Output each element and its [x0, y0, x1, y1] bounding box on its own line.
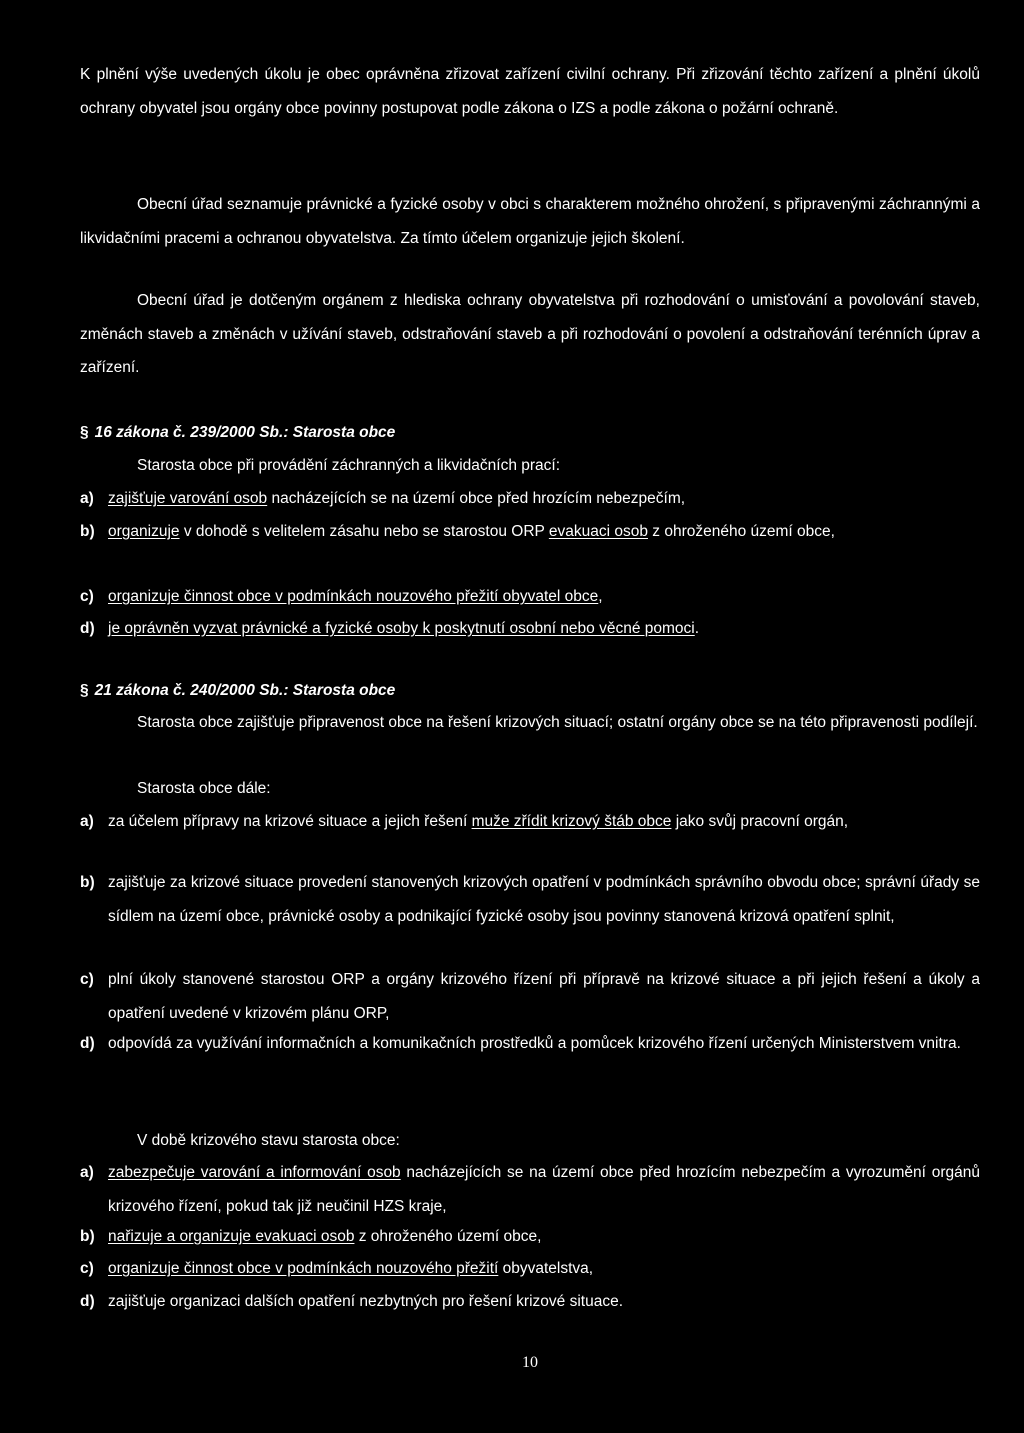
paragraph-office-informs: Obecní úřad seznamuje právnické a fyzické osoby v obci s charakterem možného ohrožení, s připravenými záchrannými a likvidačními pracemi a ochranou obyvatelstva. Za tímto účelem organizuje jejich školení.: [80, 196, 980, 247]
list-item: [80, 1285, 980, 1319]
section-16-intro: Starosta obce při provádění záchranných a likvidačních prací:: [137, 457, 561, 474]
list-item: [80, 963, 980, 1030]
paragraph-civil-protection: K plnění výše uvedených úkolu je obec oprávněna zřizovat zařízení civilní ochrany. Při zřizování těchto zařízení a plnění úkolů ochrany obyvatel jsou orgány obce povinny postupovat podle zákona o IZS a podle zákona o požární ochraně.: [80, 66, 980, 117]
list-item: [80, 866, 980, 933]
list-item-text: odpovídá za využívání informačních a komunikačních prostředků a pomůcek krizového řízení určených Ministerstvem vnitra.: [108, 1035, 961, 1052]
list-item: [80, 482, 980, 516]
list-item-text: jako svůj pracovní orgán,: [671, 813, 849, 830]
underlined-text: organizuje činnost obce v podmínkách nouzového přežití obyvatel obce: [108, 588, 599, 605]
list-item-label: c): [80, 588, 94, 605]
list-item: [80, 1220, 980, 1254]
list-item-text: v dohodě s velitelem zásahu nebo se starostou ORP: [179, 523, 549, 540]
section-heading-21: [80, 674, 395, 707]
list-item-text: ,: [598, 588, 603, 605]
underlined-text: muže zřídit krizový štáb obce: [471, 813, 672, 830]
list-item-text: obyvatelstva,: [498, 1260, 594, 1277]
list-item-text: nacházejících se na území obce před hrozícím nebezpečím,: [267, 490, 686, 507]
underlined-text: je oprávněn vyzvat právnické a fyzické osoby k poskytnutí osobní nebo věcné pomoci: [108, 620, 695, 637]
underlined-text: nařizuje a organizuje evakuaci osob: [108, 1228, 355, 1245]
underlined-text: zabezpečuje varování a informování osob: [108, 1164, 401, 1181]
list-item-text: zajišťuje za krizové situace provedení stanovených krizových opatření v podmínkách správního obvodu obce; správní úřady se sídlem na území obce, právnické osoby a podnikající fyzické osoby jsou povinny stanovená krizová opatření splnit,: [108, 874, 980, 925]
page-number: 10: [522, 1354, 538, 1371]
underlined-text: organizuje: [108, 523, 180, 540]
list-item: [80, 805, 980, 839]
paragraph-office-authority: Obecní úřad je dotčeným orgánem z hlediska ochrany obyvatelstva při rozhodování o umisťování a povolování staveb, změnách staveb a změnách v užívání staveb, odstraňování staveb a při rozhodování o povolení a odstraňování terénních úprav a zařízení.: [80, 292, 980, 376]
list-item: [80, 1027, 980, 1061]
section-title-21: 21 zákona č. 240/2000 Sb.: Starosta obce: [94, 682, 396, 699]
list-item-text: plní úkoly stanovené starostou ORP a orgány krizového řízení při přípravě na krizové situace a při jejich řešení a úkoly a opatření uvedené v krizovém plánu ORP,: [108, 971, 980, 1022]
list-item-label: d): [80, 620, 95, 637]
section-21-intro-continued: Starosta obce dále:: [137, 780, 271, 797]
underlined-text: zajišťuje varování osob: [108, 490, 268, 507]
list-item-label: b): [80, 1228, 95, 1245]
list-item-text: zajišťuje organizaci dalších opatření nezbytných pro řešení krizové situace.: [108, 1293, 623, 1310]
underlined-text: organizuje činnost obce v podmínkách nouzového přežití: [108, 1260, 499, 1277]
document-page: [80, 0, 980, 1433]
list-item-text: .: [694, 620, 700, 637]
list-item-label: b): [80, 523, 95, 540]
list-item-label: c): [80, 971, 94, 988]
list-item: [80, 1156, 980, 1223]
section-symbol: §: [80, 682, 89, 699]
list-item-label: a): [80, 490, 94, 507]
section-title-16: 16 zákona č. 239/2000 Sb.: Starosta obce: [94, 424, 396, 441]
list-item-text: z ohroženého území obce,: [354, 1228, 542, 1245]
underlined-text: evakuaci osob: [548, 523, 648, 540]
list-item-label: a): [80, 1164, 94, 1181]
list-item-label: c): [80, 1260, 94, 1277]
list-item-label: d): [80, 1293, 95, 1310]
list-item: [80, 1252, 980, 1286]
section-heading-16: [80, 416, 395, 449]
crisis-intro: V době krizového stavu starosta obce:: [137, 1132, 400, 1149]
list-item-label: b): [80, 874, 95, 891]
list-item: [80, 580, 980, 614]
section-21-intro: Starosta obce zajišťuje připravenost obce na řešení krizových situací; ostatní orgány obce se na této připravenosti podílejí.: [137, 714, 978, 731]
section-symbol: §: [80, 424, 89, 441]
list-item-text: nacházejících se na území obce před hrozícím nebezpečím a vyrozumění orgánů krizového řízení, pokud tak již neučinil HZS kraje,: [108, 1164, 980, 1215]
list-item-text: z ohroženého území obce,: [647, 523, 835, 540]
list-item: [80, 515, 980, 549]
list-item-label: d): [80, 1035, 95, 1052]
list-item-label: a): [80, 813, 94, 830]
list-item-text: za účelem přípravy na krizové situace a jejich řešení: [108, 813, 472, 830]
list-item: [80, 612, 980, 646]
